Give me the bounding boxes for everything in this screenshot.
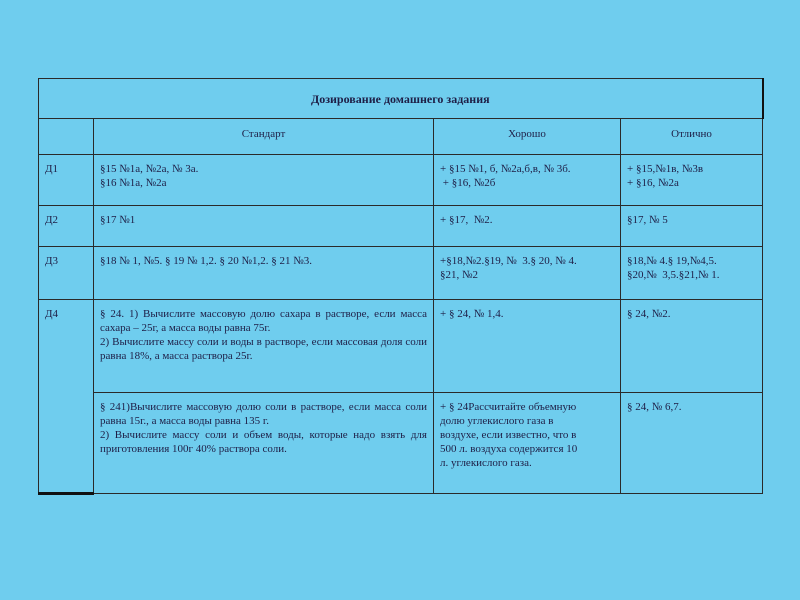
row-label: Д2: [39, 206, 94, 247]
header-empty: [39, 119, 94, 155]
cell-standard: §15 №1а, №2а, № 3а. §16 №1а, №2а: [94, 155, 434, 206]
row-label: Д1: [39, 155, 94, 206]
cell-good: + § 24Рассчитайте объемную долю углекислого газа в воздухе, если известно, что в 500 л. воздуха содержится 10 л. углекислого газа.: [434, 393, 621, 494]
row-label: Д4: [39, 300, 94, 494]
header-excellent: Отлично: [621, 119, 763, 155]
cell-standard: §18 № 1, №5. § 19 № 1,2. § 20 №1,2. § 21 №3.: [94, 247, 434, 300]
header-standard: Стандарт: [94, 119, 434, 155]
table-row: [39, 155, 763, 206]
cell-good: +§18,№2.§19, № 3.§ 20, № 4. §21, №2: [434, 247, 621, 300]
table-title: Дозирование домашнего задания: [39, 79, 763, 119]
cell-excellent: §17, № 5: [621, 206, 763, 247]
header-good: Хорошо: [434, 119, 621, 155]
cell-excellent: §18,№ 4.§ 19,№4,5. §20,№ 3,5.§21,№ 1.: [621, 247, 763, 300]
cell-good: + §15 №1, б, №2а,б,в, № 3б. + §16, №2б: [434, 155, 621, 206]
cell-good: + §17, №2.: [434, 206, 621, 247]
homework-table: [38, 78, 764, 495]
cell-standard: § 24. 1) Вычислите массовую долю сахара в растворе, если масса сахара – 25г, а масса воды равна 75г. 2) Вычислите массу соли и воды в растворе, если массовая доля соли равна 18%, а масса раствора 25г.: [94, 300, 434, 393]
cell-standard: § 241)Вычислите массовую долю соли в растворе, если масса соли равна 15г., а масса воды равна 135 г. 2) Вычислите массу соли и объем воды, которые надо взять для приготовления 100г 40% раствора соли.: [94, 393, 434, 494]
cell-excellent: + §15,№1в, №3в + §16, №2а: [621, 155, 763, 206]
cell-excellent: § 24, № 6,7.: [621, 393, 763, 494]
cell-good: + § 24, № 1,4.: [434, 300, 621, 393]
cell-excellent: § 24, №2.: [621, 300, 763, 393]
table-row: [39, 247, 763, 300]
table-row: [39, 300, 763, 393]
table-row: [39, 393, 763, 494]
table-row: [39, 206, 763, 247]
row-label: Д3: [39, 247, 94, 300]
cell-standard: §17 №1: [94, 206, 434, 247]
